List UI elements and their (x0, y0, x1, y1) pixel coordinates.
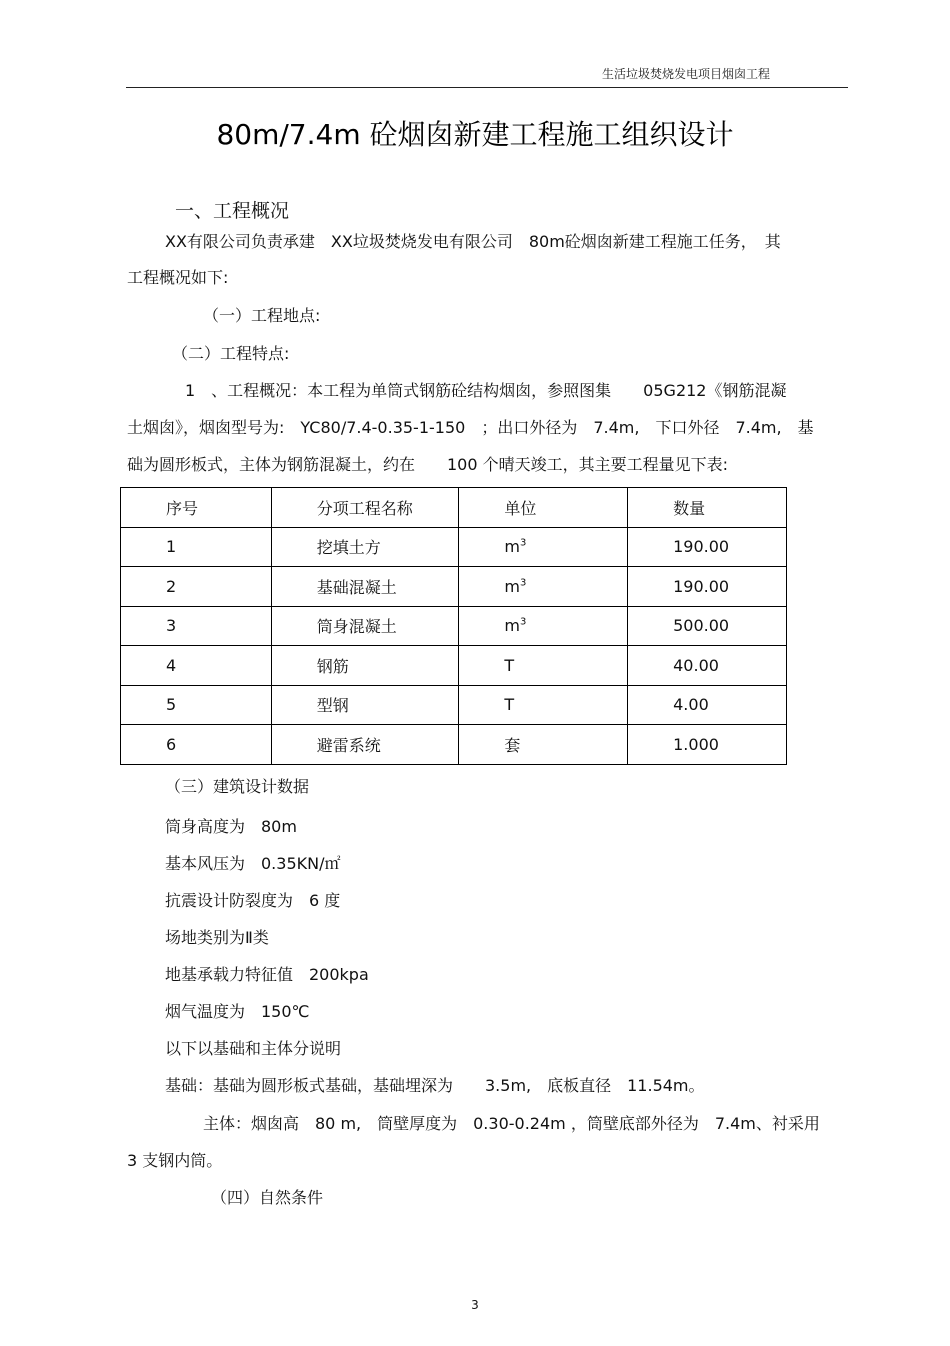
table-row (121, 567, 787, 607)
cell-no: 4 (166, 655, 177, 675)
intro-line-1: XX有限公司负责承建 XX垃圾焚烧发电有限公司 80m砼烟囱新建工程施工任务， 其 (165, 232, 781, 251)
page-number: 3 (471, 1298, 479, 1312)
cell-no: 2 (166, 576, 177, 596)
cell-qty: 190.00 (673, 537, 730, 557)
cell-unit: $m^3$ (504, 576, 527, 596)
section-heading-overview: 一、工程概况 (175, 200, 290, 222)
design-line: 地基承载力特征值 200kpa (165, 965, 369, 984)
cell-qty: 4.00 (673, 695, 709, 715)
cell-unit: T (504, 695, 515, 715)
cell-qty: 1.000 (673, 734, 719, 754)
features-line-2: 土烟囱》，烟囱型号为: YC80/7.4-0.35-1-150 ；出口外径为 7.4m, 下口外径 7.4m, 基 (127, 418, 814, 437)
header-cell-name: 分项工程名称 (316, 498, 413, 518)
cell-no: 3 (166, 616, 177, 636)
header-cell-unit: 单位 (504, 498, 537, 518)
subheading-location: （一）工程地点: (203, 306, 321, 325)
running-header: 生活垃圾焚烧发电项目烟囱工程 (601, 67, 770, 81)
foundation-line: 基础：基础为圆形板式基础，基础埋深为 3.5m, 底板直径 11.54m。 (165, 1076, 705, 1095)
cell-name: 钢筋 (316, 656, 349, 676)
features-line-1: 1 、工程概况：本工程为单筒式钢筋砼结构烟囱，参照图集 05G212《钢筋混凝 (185, 381, 787, 400)
cell-no: 5 (166, 695, 177, 715)
header-divider (126, 87, 848, 88)
table-row (121, 646, 787, 686)
design-line: 场地类别为Ⅱ类 (165, 928, 269, 947)
cell-unit: 套 (504, 735, 521, 755)
cell-name: 避雷系统 (316, 735, 381, 755)
features-line-3: 础为圆形板式，主体为钢筋混凝土，约在 100 个晴天竣工，其主要工程量见下表: (127, 455, 729, 474)
cell-unit: T (504, 655, 515, 675)
cell-qty: 500.00 (673, 616, 730, 636)
design-line: 抗震设计防裂度为 6 度 (165, 891, 341, 910)
cell-no: 1 (166, 537, 177, 557)
table-row (121, 685, 787, 725)
cell-unit: $m^3$ (504, 616, 527, 636)
table-row (121, 527, 787, 567)
cell-name: 基础混凝土 (316, 577, 397, 597)
header-cell-qty: 数量 (673, 498, 706, 518)
quantities-table (120, 487, 787, 765)
cell-name: 挖填土方 (316, 538, 381, 558)
cell-name: 筒身混凝土 (316, 617, 397, 637)
main-body-line-2: 3 支钢内筒。 (127, 1151, 223, 1170)
main-body-line-1: 主体：烟囱高 80 m, 筒壁厚度为 0.30-0.24m ，筒壁底部外径为 7.4m、衬采用 (203, 1114, 820, 1133)
design-line: 筒身高度为 80m (165, 817, 297, 836)
table-row (121, 606, 787, 646)
section-heading-design-data: （三）建筑设计数据 (165, 777, 310, 796)
table-row (121, 725, 787, 765)
cell-qty: 40.00 (673, 655, 719, 675)
design-line: 基本风压为 0.35KN/㎡ (165, 854, 341, 873)
section-heading-natural-conditions: （四）自然条件 (211, 1188, 324, 1207)
intro-line-2: 工程概况如下: (127, 268, 229, 287)
table-header-row (121, 488, 787, 528)
design-line: 以下以基础和主体分说明 (165, 1039, 342, 1058)
header-cell-no: 序号 (166, 498, 199, 518)
document-title: 80m/7.4m 砼烟囱新建工程施工组织设计 (216, 118, 734, 151)
design-line: 烟气温度为 150℃ (165, 1002, 310, 1021)
cell-no: 6 (166, 734, 177, 754)
cell-name: 型钢 (316, 696, 349, 716)
subheading-features: （二）工程特点: (172, 344, 290, 363)
cell-unit: $m^3$ (504, 537, 527, 557)
cell-qty: 190.00 (673, 576, 730, 596)
